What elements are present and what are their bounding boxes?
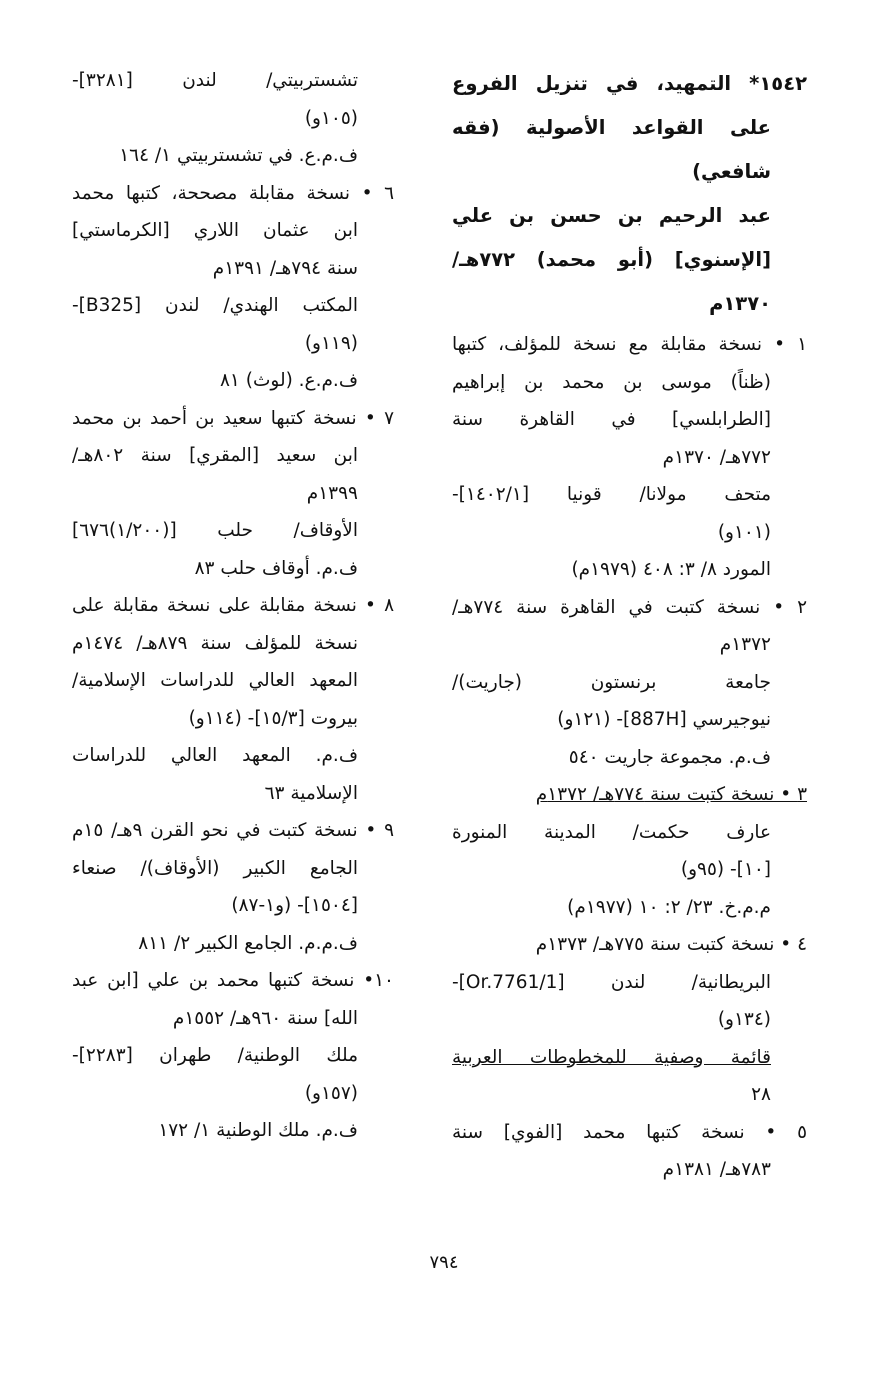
text-line: ف.م.ع. (لوث) ٨١ (220, 370, 358, 391)
text-line: ف.م.ع. في تشستربيتي ١/ ١٦٤ (119, 145, 358, 166)
text-line: (١٠٥و) (304, 107, 358, 129)
entry-heading-line: ١٥٤٢* التمهيد، في تنزيل الفروع (452, 72, 807, 95)
text-line: ٤ • نسخة كتبت سنة ٧٧٥هـ/ ١٣٧٣م (535, 934, 807, 955)
text-line: ف.م.م. الجامع الكبير ٢/ ٨١١ (138, 932, 358, 954)
text-line: المعهد العالي للدراسات الإسلامية/ (72, 670, 358, 691)
text-line: ١٠• نسخة كتبها محمد بن علي [ابن عبد (72, 970, 394, 991)
text-line: ابن سعيد [المقري] سنة ٨٠٢هـ/ (72, 445, 358, 466)
left-column (72, 62, 394, 1150)
text-line: ٦ • نسخة مقابلة مصححة، كتبها محمد (72, 182, 394, 204)
text-line: ملك الوطنية/ طهران [٢٢٨٣]- (72, 1045, 358, 1066)
text-line: عارف حكمت/ المدينة المنورة (452, 821, 771, 843)
text-line: (١١٩و) (304, 332, 358, 354)
text-line: ٧٨٣هـ/ ١٣٨١م (662, 1159, 771, 1180)
text-line: قائمة وصفية للمخطوطات العربية (452, 1046, 771, 1068)
page-number: ٧٩٤ (429, 1252, 459, 1273)
text-line: بيروت [١٥/٣]- (١١٤و) (188, 707, 358, 729)
text-line: ٧ • نسخة كتبها سعيد بن أحمد بن محمد (72, 407, 394, 429)
text-line: نسخة للمؤلف سنة ٨٧٩هـ/ ١٤٧٤م (72, 632, 358, 654)
text-line: م.م.خ. ٢٣/ ٢: ١٠ (١٩٧٧م) (567, 896, 771, 918)
text-line: ابن عثمان اللاري [الكرماستي] (72, 220, 358, 241)
entry-heading-line: ١٣٧٠م (709, 292, 771, 315)
text-line: ف.م. أوقاف حلب ٨٣ (194, 557, 358, 579)
text-line: ١٣٩٩م (306, 482, 358, 504)
text-line: (١٣٤و) (717, 1009, 771, 1030)
text-line: الله] سنة ٩٦٠هـ/ ١٥٥٢م (172, 1007, 358, 1029)
text-line: جامعة برنستون (جاريت)/ (452, 671, 771, 693)
entry-heading-line: عبد الرحيم بن حسن بن علي (452, 204, 771, 227)
text-line: تشستربيتي/ لندن [٣٢٨١]- (72, 70, 358, 91)
text-line: ١٣٧٢م (719, 634, 771, 655)
text-line: سنة ٧٩٤هـ/ ١٣٩١م (212, 257, 358, 279)
text-line: (١٥٧و) (304, 1082, 358, 1104)
text-line: ٢٨ (751, 1084, 771, 1105)
entry-heading-line: [الإسنوي] (أبو محمد) ٧٧٢هـ/ (452, 248, 771, 271)
text-line: ٧٧٢هـ/ ١٣٧٠م (662, 446, 771, 468)
text-line: ف.م. ملك الوطنية ١/ ١٧٢ (158, 1120, 358, 1141)
text-line: المكتب الهندي/ لندن [B325]- (72, 295, 358, 316)
text-line: [١٠]- (٩٥و) (680, 859, 771, 880)
text-line: نيوجيرسي [887H]- (١٢١و) (557, 709, 771, 730)
text-line: ١ • نسخة مقابلة مع نسخة للمؤلف، كتبها (452, 334, 807, 355)
entry-heading-line: على القواعد الأصولية (فقه (452, 116, 771, 139)
entry-heading-line: شافعي) (692, 160, 771, 183)
text-line: الأوقاف/ حلب [(١/٢٠٠)٦٧٦] (72, 520, 358, 541)
text-line: [الطرابلسي] في القاهرة سنة (452, 409, 771, 430)
text-line: ٩ • نسخة كتبت في نحو القرن ٩هـ/ ١٥م (72, 820, 394, 841)
text-line: متحف مولانا/ قونيا [١٤٠٢/١]- (452, 484, 771, 505)
text-line: البريطانية/ لندن [Or.7761/1]- (452, 971, 771, 993)
text-line: ٨ • نسخة مقابلة على نسخة مقابلة على (72, 595, 394, 616)
text-line: الإسلامية ٦٣ (264, 782, 358, 804)
text-line: ٣ • نسخة كتبت سنة ٧٧٤هـ/ ١٣٧٢م (535, 784, 807, 805)
text-line: (ظناً) موسى بن محمد بن إبراهيم (452, 371, 771, 393)
text-line: المورد ٨/ ٣: ٤٠٨ (١٩٧٩م) (571, 559, 771, 580)
text-line: [١٥٠٤]- (و١-٨٧) (231, 895, 358, 916)
text-line: (١٠١و) (717, 521, 771, 543)
text-line: ٢ • نسخة كتبت في القاهرة سنة ٧٧٤هـ/ (452, 596, 807, 618)
right-column (452, 62, 807, 1189)
text-line: الجامع الكبير (الأوقاف)/ صنعاء (72, 857, 358, 879)
text-line: ٥ • نسخة كتبها محمد [الفوي] سنة (452, 1121, 807, 1143)
text-line: ف.م. المعهد العالي للدراسات (72, 745, 358, 766)
text-line: ف.م. مجموعة جاريت ٥٤٠ (568, 746, 771, 768)
